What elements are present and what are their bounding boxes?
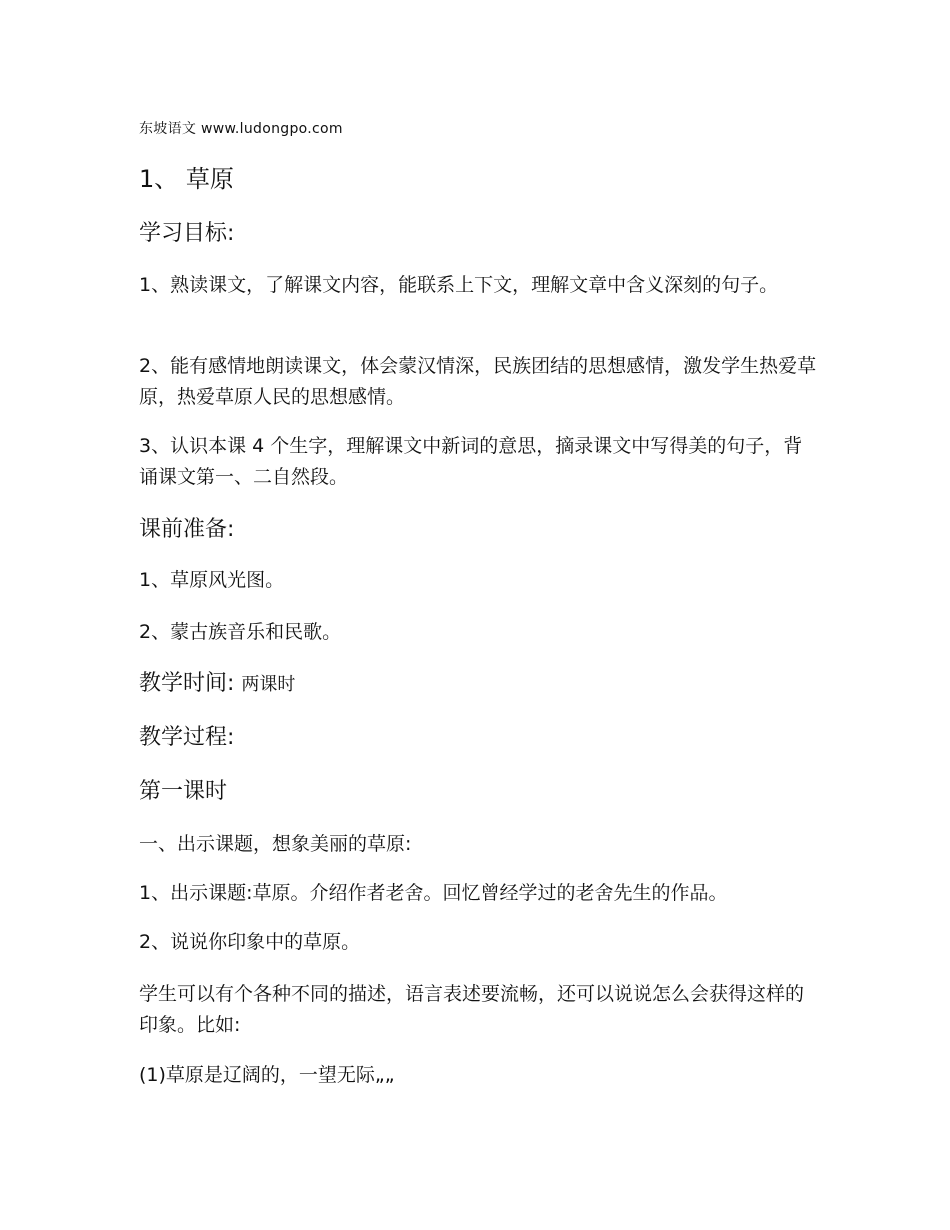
step-item-1: 1、出示课题:草原。介绍作者老舍。回忆曾经学过的老舍先生的作品。 xyxy=(139,882,728,904)
goal-item-1: 1、熟读课文，了解课文内容，能联系上下文，理解文章中含义深刻的句子。 xyxy=(139,274,779,296)
step-item-2: 2、说说你印象中的草原。 xyxy=(139,931,361,953)
site-header: 东坡语文 www.ludongpo.com xyxy=(139,121,343,137)
teaching-time-label: 教学时间: xyxy=(139,671,242,696)
goals-heading: 学习目标: xyxy=(139,221,235,246)
step-note: 学生可以有个各种不同的描述，语言表述要流畅，还可以说说怎么会获得这样的印象。比如: xyxy=(139,983,805,1036)
goal-item-2: 2、能有感情地朗读课文，体会蒙汉情深，民族团结的思想感情，激发学生热爱草原，热爱草原人民的思想感情。 xyxy=(139,355,817,408)
teaching-time-value: 两课时 xyxy=(241,674,296,695)
prep-heading: 课前准备: xyxy=(139,517,235,542)
process-heading: 教学过程: xyxy=(139,725,235,750)
session-heading: 第一课时 xyxy=(139,779,228,804)
prep-item-1: 1、草原风光图。 xyxy=(139,569,285,591)
step-one: 一、出示课题，想象美丽的草原: xyxy=(139,833,412,855)
prep-item-2: 2、蒙古族音乐和民歌。 xyxy=(139,621,342,643)
step-example: (1)草原是辽阔的，一望无际„„ xyxy=(139,1064,395,1086)
teaching-time xyxy=(139,668,819,701)
goal-item-3: 3、认识本课 4 个生字，理解课文中新词的意思，摘录课文中写得美的句子，背诵课文第一、二自然段。 xyxy=(139,435,803,488)
lesson-title: 1、 草原 xyxy=(139,165,234,193)
